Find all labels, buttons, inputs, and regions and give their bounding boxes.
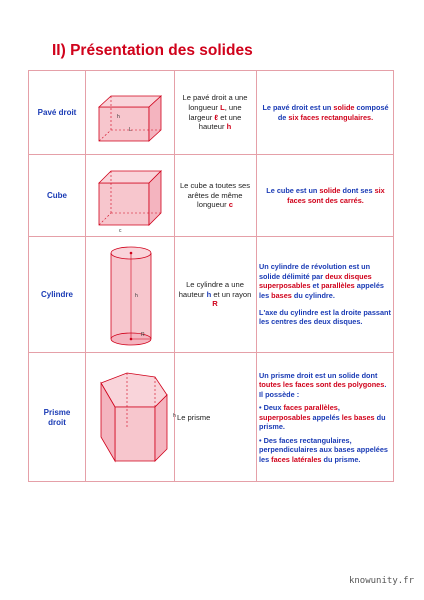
prisme-bullet-2: • Des faces rectangulaires, perpendiculaires aux bases appelées les faces latérales du prisme. — [259, 435, 388, 464]
desc-pave: Le pavé droit a une longueur L, une largeur ℓ et une hauteur h — [182, 92, 248, 132]
def-cube: Le cube est un solide dont ses six faces sont des carrés. — [266, 186, 385, 205]
cuboid-figure — [91, 91, 171, 146]
row-name-prisme: Prisme droit — [43, 407, 71, 427]
cube-label-c: c — [119, 228, 122, 234]
prism-label-h: h — [173, 413, 176, 419]
cylinder-label-h: h — [135, 293, 138, 299]
def-cylindre: Un cylindre de révolution est un solide délimité par deux disques superposables et parallèles appelés les bases du cylindre. L'axe du cylindre est la droite passant les centres des deux disques. — [259, 262, 391, 327]
desc-cylindre: Le cylindre a une hauteur h et un rayon R — [178, 279, 252, 309]
prisme-bullet-1: • Deux faces parallèles, superposables appelés les bases du prisme. — [259, 403, 386, 432]
cuboid-label-L: L — [129, 127, 132, 133]
cube-figure — [91, 167, 171, 233]
cylinder-figure — [103, 245, 159, 349]
cylinder-label-R: R — [141, 332, 145, 338]
def-pave: Le pavé droit est un solide composé de six faces rectangulaires. — [262, 103, 389, 122]
solids-table — [28, 70, 394, 482]
cuboid-label-h: h — [117, 114, 120, 120]
row-name-cylindre: Cylindre — [40, 289, 73, 299]
desc-cube: Le cube a toutes ses arêtes de même longueur c — [179, 180, 251, 210]
desc-prisme: Le prisme — [177, 412, 211, 422]
prism-figure — [93, 367, 175, 467]
row-name-pave: Pavé droit — [37, 107, 77, 117]
page-title: II) Présentation des solides — [52, 42, 253, 59]
watermark: knowunity.fr — [348, 576, 414, 586]
def-prisme: Un prisme droit est un solide dont toutes les faces sont des polygones. Il possède : • Deux faces parallèles, superposables appelés les bases du prisme. • Des faces rectangulaires, perpendiculaires aux bases appelées les faces latérales du prisme. — [256, 353, 395, 482]
row-name-cube: Cube — [47, 190, 67, 200]
